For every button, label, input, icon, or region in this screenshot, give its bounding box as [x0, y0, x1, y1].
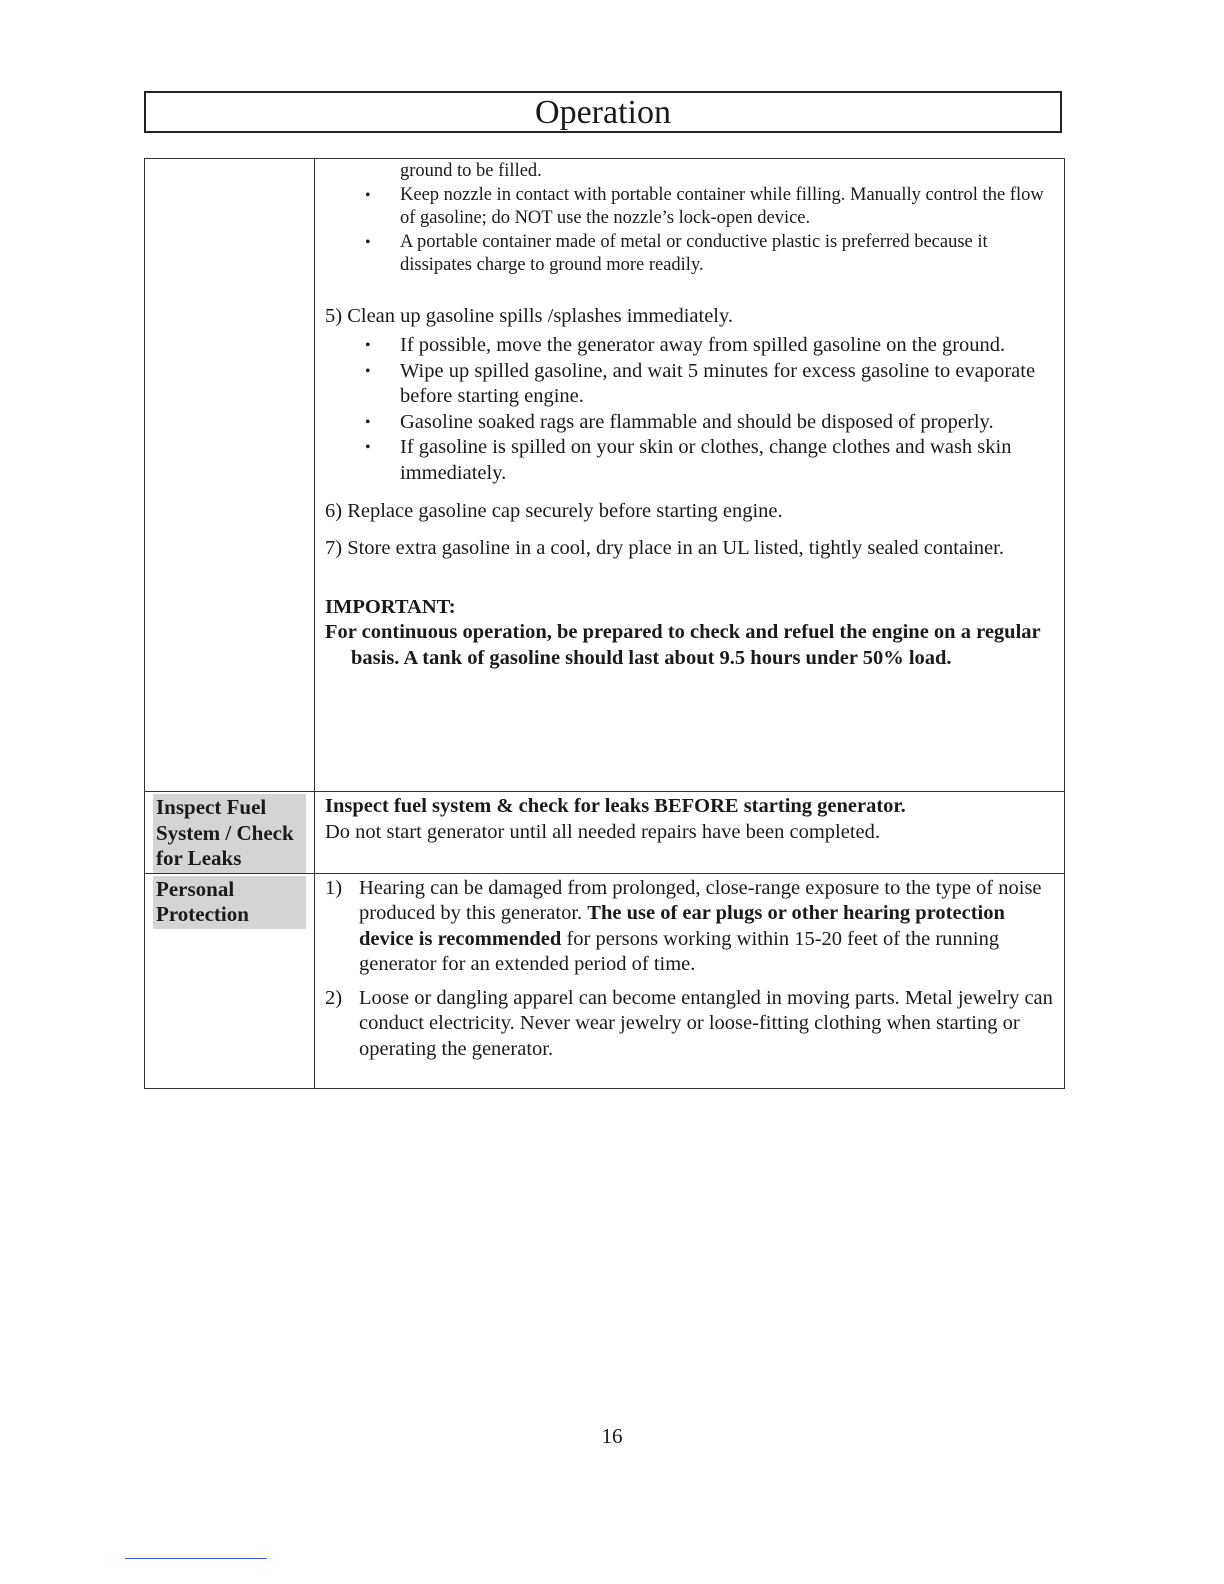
important-text: For continuous operation, be prepared to check and refuel the engine on a regular basis. A tank of gasoline should last about 9.5 hours under 50% load.	[325, 621, 1041, 670]
list-item: • If gasoline is spilled on your skin or clothes, change clothes and wash skin immediately.	[325, 435, 1056, 486]
row-label-personal-protection: Personal Protection	[153, 876, 306, 929]
row-label-empty	[145, 159, 315, 792]
row-label-cell	[145, 792, 315, 874]
bullet-list-container	[325, 184, 1056, 278]
inspect-heading: Inspect fuel system & check for leaks BEFORE starting generator.	[325, 795, 906, 817]
item-number: 1)	[325, 876, 343, 899]
table-row-gasoline	[145, 159, 1065, 792]
page-number: 16	[601, 1424, 623, 1448]
item-number: 2)	[325, 986, 343, 1009]
list-item: • A portable container made of metal or conductive plastic is preferred because it dissipates charge to ground more readily.	[325, 231, 1056, 278]
step-7: 7) Store extra gasoline in a cool, dry place in an UL listed, tightly sealed container.	[325, 537, 1004, 560]
page-title: Operation	[144, 91, 1062, 133]
bullet-list-spills	[325, 333, 1056, 487]
row-content-personal-protection	[315, 873, 1065, 1088]
list-item: • Gasoline soaked rags are flammable and should be disposed of properly.	[325, 410, 1056, 436]
continuation-text: ground to be filled.	[400, 161, 542, 181]
step-6: 6) Replace gasoline cap securely before starting engine.	[325, 499, 783, 522]
numbered-item-apparel	[325, 986, 1056, 1063]
table-row-personal-protection	[145, 873, 1065, 1088]
footer-rule	[125, 1558, 267, 1559]
row-content-gasoline	[315, 159, 1065, 792]
numbered-item-hearing	[325, 876, 1056, 978]
step-5: 5) Clean up gasoline spills /splashes immediately.	[325, 304, 734, 327]
list-item: • If possible, move the generator away from spilled gasoline on the ground.	[325, 333, 1056, 359]
list-item: • Keep nozzle in contact with portable container while filling. Manually control the flow of gasoline; do NOT use the nozzle’s lock-open device.	[325, 184, 1056, 231]
inspect-text: Do not start generator until all needed repairs have been completed.	[325, 820, 880, 843]
list-item: • Wipe up spilled gasoline, and wait 5 minutes for excess gasoline to evaporate before starting engine.	[325, 359, 1056, 410]
apparel-text: Loose or dangling apparel can become entangled in moving parts. Metal jewelry can conduct electricity. Never wear jewelry or loose-fitting clothing when starting or operating the generator.	[359, 986, 1053, 1061]
important-heading: IMPORTANT:	[325, 595, 456, 618]
hearing-text-2: for persons working within 15-20 feet of the running generator for an extended period of time.	[359, 927, 1000, 976]
row-label-inspect-fuel: Inspect Fuel System / Check for Leaks	[153, 794, 306, 873]
row-label-cell	[145, 873, 315, 1088]
hearing-text-1: Hearing can be damaged from prolonged, close-range exposure to the type of noise produced by this generator.	[359, 876, 1042, 925]
table-row-inspect-fuel	[145, 792, 1065, 874]
operation-table	[144, 158, 1065, 1089]
hearing-text-bold: The use of ear plugs or other hearing protection device is recommended	[359, 902, 1005, 950]
row-content-inspect-fuel	[315, 792, 1065, 874]
